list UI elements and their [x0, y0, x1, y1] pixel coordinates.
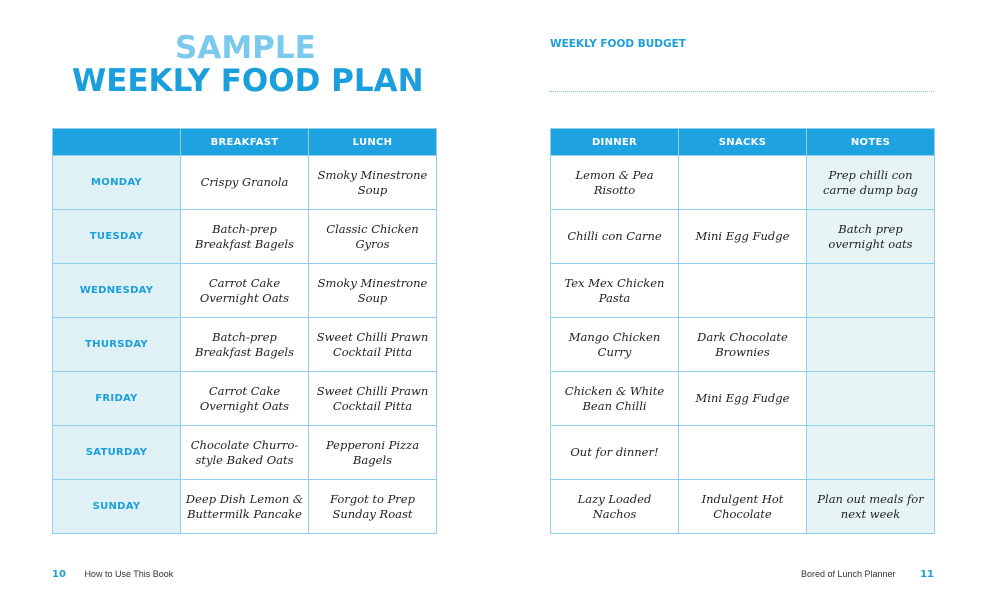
snacks-cell — [679, 156, 807, 210]
notes-cell: Prep chilli con carne dump bag — [807, 156, 935, 210]
notes-cell — [807, 372, 935, 426]
table-row — [53, 426, 437, 480]
right-page-number: 11 — [920, 569, 934, 580]
table-row — [53, 156, 437, 210]
right-footer — [801, 569, 934, 580]
table-row — [53, 480, 437, 534]
table-header-row — [53, 129, 437, 156]
table-row — [551, 372, 935, 426]
table-row — [53, 318, 437, 372]
header-lunch: LUNCH — [309, 129, 437, 156]
lunch-cell: Pepperoni Pizza Bagels — [309, 426, 437, 480]
snacks-cell: Mini Egg Fudge — [679, 372, 807, 426]
notes-cell — [807, 264, 935, 318]
day-label: THURSDAY — [53, 318, 181, 372]
dinner-cell: Out for dinner! — [551, 426, 679, 480]
header-notes: NOTES — [807, 129, 935, 156]
table-header-row — [551, 129, 935, 156]
header-breakfast: BREAKFAST — [181, 129, 309, 156]
header-blank — [53, 129, 181, 156]
day-label: SUNDAY — [53, 480, 181, 534]
table-row — [551, 264, 935, 318]
table-row — [551, 210, 935, 264]
day-label: MONDAY — [53, 156, 181, 210]
day-label: TUESDAY — [53, 210, 181, 264]
snacks-cell — [679, 264, 807, 318]
breakfast-cell: Batch-prep Breakfast Bagels — [181, 318, 309, 372]
header-snacks: SNACKS — [679, 129, 807, 156]
snacks-cell: Indulgent Hot Chocolate — [679, 480, 807, 534]
breakfast-lunch-table — [52, 128, 437, 534]
header-dinner: DINNER — [551, 129, 679, 156]
dinner-cell: Mango Chicken Curry — [551, 318, 679, 372]
dinner-cell: Lemon & Pea Risotto — [551, 156, 679, 210]
breakfast-cell: Crispy Granola — [181, 156, 309, 210]
lunch-cell: Smoky Minestrone Soup — [309, 264, 437, 318]
budget-dotted-line — [550, 91, 934, 92]
breakfast-cell: Chocolate Churro-style Baked Oats — [181, 426, 309, 480]
breakfast-cell: Carrot Cake Overnight Oats — [181, 372, 309, 426]
notes-cell: Batch prep overnight oats — [807, 210, 935, 264]
notes-cell: Plan out meals for next week — [807, 480, 935, 534]
breakfast-cell: Carrot Cake Overnight Oats — [181, 264, 309, 318]
breakfast-cell: Deep Dish Lemon & Buttermilk Pancake — [181, 480, 309, 534]
lunch-cell: Classic Chicken Gyros — [309, 210, 437, 264]
dinner-cell: Chicken & White Bean Chilli — [551, 372, 679, 426]
table-row — [551, 156, 935, 210]
dinner-cell: Chilli con Carne — [551, 210, 679, 264]
table-row — [53, 372, 437, 426]
lunch-cell: Smoky Minestrone Soup — [309, 156, 437, 210]
snacks-cell — [679, 426, 807, 480]
table-row — [53, 210, 437, 264]
title-line-sample: SAMPLE — [175, 30, 316, 66]
lunch-cell: Sweet Chilli Prawn Cocktail Pitta — [309, 372, 437, 426]
day-label: WEDNESDAY — [53, 264, 181, 318]
right-footer-text: Bored of Lunch Planner — [800, 569, 896, 579]
notes-cell — [807, 318, 935, 372]
weekly-food-budget-label: WEEKLY FOOD BUDGET — [550, 38, 686, 50]
snacks-cell: Dark Chocolate Brownies — [679, 318, 807, 372]
day-label: SATURDAY — [53, 426, 181, 480]
left-page-number: 10 — [52, 569, 66, 580]
title-line-weekly-food-plan: WEEKLY FOOD PLAN — [72, 63, 424, 99]
day-label: FRIDAY — [53, 372, 181, 426]
table-row — [53, 264, 437, 318]
left-footer-text: How to Use This Book — [84, 569, 174, 579]
dinner-cell: Lazy Loaded Nachos — [551, 480, 679, 534]
snacks-cell: Mini Egg Fudge — [679, 210, 807, 264]
lunch-cell: Forgot to Prep Sunday Roast — [309, 480, 437, 534]
left-footer — [52, 569, 173, 580]
notes-cell — [807, 426, 935, 480]
table-row — [551, 480, 935, 534]
lunch-cell: Sweet Chilli Prawn Cocktail Pitta — [309, 318, 437, 372]
table-row — [551, 318, 935, 372]
dinner-cell: Tex Mex Chicken Pasta — [551, 264, 679, 318]
table-row — [551, 426, 935, 480]
breakfast-cell: Batch-prep Breakfast Bagels — [181, 210, 309, 264]
dinner-snacks-notes-table — [550, 128, 935, 534]
